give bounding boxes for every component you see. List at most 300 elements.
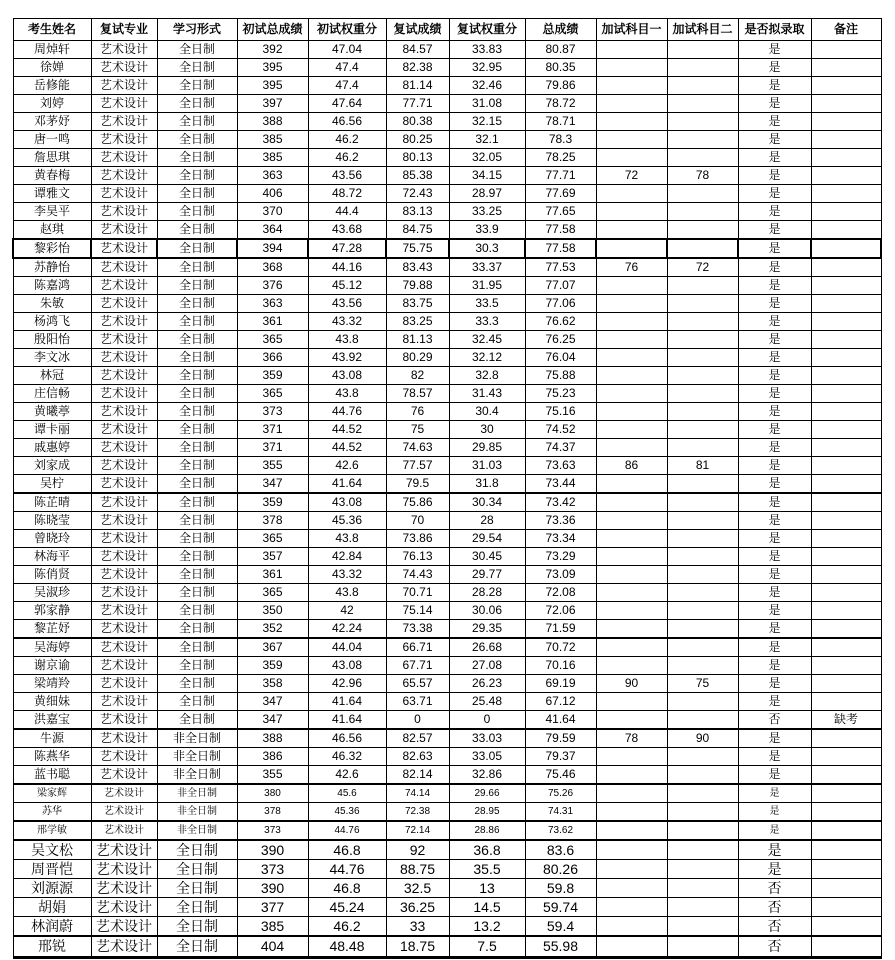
table-cell [667,95,738,113]
table-cell: 41.64 [525,711,596,730]
table-cell [811,638,881,657]
table-cell: 全日制 [157,657,237,675]
table-cell: 是 [738,638,811,657]
table-cell: 31.43 [449,385,525,403]
table-cell: 是 [738,349,811,367]
table-cell: 18.75 [386,936,449,958]
table-cell: 是 [738,675,811,693]
table-cell: 79.5 [386,475,449,494]
table-cell [667,766,738,785]
table-row [13,203,881,221]
table-cell: 390 [237,840,308,860]
table-cell: 艺术设计 [91,331,157,349]
table-cell: 41.64 [308,711,386,730]
table-cell: 394 [237,239,308,258]
table-cell: 艺术设计 [91,295,157,313]
column-header: 总成绩 [525,19,596,41]
table-cell: 是 [738,548,811,566]
table-cell [811,693,881,711]
table-row [13,239,881,258]
table-cell: 殷阳怡 [13,331,91,349]
table-cell: 80.35 [525,59,596,77]
table-cell: 全日制 [157,221,237,240]
table-cell: 368 [237,258,308,277]
table-cell: 杨鸿飞 [13,313,91,331]
table-row [13,475,881,494]
table-body [13,41,881,958]
column-header: 考生姓名 [13,19,91,41]
table-cell: 352 [237,620,308,639]
table-cell: 43.8 [308,584,386,602]
table-cell [596,349,667,367]
table-cell: 80.29 [386,349,449,367]
table-cell: 是 [738,457,811,475]
table-cell: 艺术设计 [91,729,157,748]
table-cell: 32.95 [449,59,525,77]
table-cell: 全日制 [157,185,237,203]
table-cell [811,185,881,203]
table-row [13,439,881,457]
table-cell [811,620,881,639]
table-cell: 377 [237,898,308,917]
table-cell [811,167,881,185]
table-cell: 28.95 [449,803,525,822]
table-cell [667,879,738,898]
table-cell: 艺术设计 [91,879,157,898]
table-row [13,313,881,331]
table-cell [811,840,881,860]
table-cell: 非全日制 [157,748,237,766]
table-cell: 庄信畅 [13,385,91,403]
table-cell: 全日制 [157,95,237,113]
table-cell: 全日制 [157,149,237,167]
table-cell: 是 [738,475,811,494]
table-cell [596,584,667,602]
table-cell [667,784,738,803]
table-cell: 缺考 [811,711,881,730]
table-row [13,803,881,822]
table-cell: 390 [237,879,308,898]
table-cell: 全日制 [157,475,237,494]
table-row [13,493,881,512]
table-cell [811,457,881,475]
table-cell: 全日制 [157,493,237,512]
table-cell: 48.72 [308,185,386,203]
table-cell: 380 [237,784,308,803]
table-cell: 26.68 [449,638,525,657]
table-cell: 74.43 [386,566,449,584]
table-cell: 刘源源 [13,879,91,898]
table-cell: 42.24 [308,620,386,639]
table-cell: 75.26 [525,784,596,803]
table-cell [667,821,738,840]
table-cell: 365 [237,331,308,349]
table-cell [811,657,881,675]
table-cell: 46.56 [308,729,386,748]
table-cell: 46.2 [308,131,386,149]
table-cell: 77.58 [525,239,596,258]
table-cell: 31.95 [449,277,525,295]
table-cell: 357 [237,548,308,566]
table-cell: 30.45 [449,548,525,566]
table-cell: 35.5 [449,860,525,879]
table-cell: 艺术设计 [91,349,157,367]
table-row [13,657,881,675]
table-cell: 是 [738,331,811,349]
table-cell: 全日制 [157,840,237,860]
table-cell: 365 [237,530,308,548]
table-cell: 77.53 [525,258,596,277]
table-cell [667,803,738,822]
table-cell: 47.04 [308,41,386,59]
table-row [13,512,881,530]
table-cell: 是 [738,403,811,421]
table-cell: 48.48 [308,936,386,958]
table-cell [596,313,667,331]
table-row [13,367,881,385]
table-cell: 80.87 [525,41,596,59]
table-cell: 否 [738,898,811,917]
table-cell: 是 [738,203,811,221]
table-row [13,385,881,403]
table-cell: 83.6 [525,840,596,860]
table-cell [811,95,881,113]
column-header: 复试成绩 [386,19,449,41]
table-cell: 艺术设计 [91,784,157,803]
table-cell: 90 [667,729,738,748]
table-cell: 83.13 [386,203,449,221]
table-cell [811,295,881,313]
table-row [13,766,881,785]
table-cell: 78.25 [525,149,596,167]
table-cell [667,711,738,730]
table-cell: 32.5 [386,879,449,898]
table-cell: 33.05 [449,748,525,766]
table-cell: 艺术设计 [91,584,157,602]
table-cell: 戚惠婷 [13,439,91,457]
table-cell: 73.38 [386,620,449,639]
table-cell: 苏华 [13,803,91,822]
table-cell: 是 [738,493,811,512]
table-cell: 胡娟 [13,898,91,917]
table-cell: 32.12 [449,349,525,367]
table-cell: 70 [386,512,449,530]
table-cell: 全日制 [157,512,237,530]
table-cell: 全日制 [157,167,237,185]
table-cell [811,131,881,149]
table-cell: 59.74 [525,898,596,917]
table-cell: 全日制 [157,879,237,898]
table-cell [667,584,738,602]
table-cell: 是 [738,95,811,113]
table-cell: 33.83 [449,41,525,59]
table-cell [667,131,738,149]
table-cell: 355 [237,457,308,475]
table-cell: 406 [237,185,308,203]
table-cell: 全日制 [157,439,237,457]
table-cell: 47.28 [308,239,386,258]
table-cell: 46.2 [308,917,386,937]
table-cell: 42 [308,602,386,620]
table-cell: 373 [237,403,308,421]
table-cell: 31.03 [449,457,525,475]
table-cell: 364 [237,221,308,240]
table-cell: 是 [738,439,811,457]
table-cell [596,620,667,639]
table-cell: 全日制 [157,638,237,657]
table-cell: 82.57 [386,729,449,748]
table-cell: 全日制 [157,548,237,566]
table-cell: 艺术设计 [91,620,157,639]
table-cell [596,693,667,711]
table-cell: 34.15 [449,167,525,185]
table-cell [667,936,738,958]
table-cell: 艺术设计 [91,693,157,711]
results-table [12,18,882,959]
table-cell: 36.8 [449,840,525,860]
table-cell: 是 [738,77,811,95]
table-cell: 否 [738,936,811,958]
table-cell: 全日制 [157,331,237,349]
table-row [13,41,881,59]
table-cell: 28.28 [449,584,525,602]
table-cell: 72.06 [525,602,596,620]
table-cell [596,566,667,584]
table-cell: 44.52 [308,421,386,439]
table-cell: 29.77 [449,566,525,584]
table-cell: 全日制 [157,313,237,331]
table-cell: 75.23 [525,385,596,403]
table-row [13,349,881,367]
table-cell: 43.8 [308,530,386,548]
table-cell: 29.54 [449,530,525,548]
table-cell: 13 [449,879,525,898]
table-cell [667,295,738,313]
table-cell: 32.05 [449,149,525,167]
table-cell: 吴海婷 [13,638,91,657]
table-cell: 83.75 [386,295,449,313]
table-cell: 是 [738,59,811,77]
table-cell: 全日制 [157,295,237,313]
table-cell [596,602,667,620]
table-cell: 黄细妹 [13,693,91,711]
table-cell: 是 [738,748,811,766]
table-cell: 365 [237,584,308,602]
table-cell [811,258,881,277]
column-header: 是否拟录取 [738,19,811,41]
table-cell: 78.71 [525,113,596,131]
table-cell: 44.76 [308,403,386,421]
table-cell: 32.1 [449,131,525,149]
table-cell [667,41,738,59]
table-cell: 艺术设计 [91,860,157,879]
table-cell: 33.5 [449,295,525,313]
table-cell: 77.69 [525,185,596,203]
table-cell: 艺术设计 [91,657,157,675]
table-cell: 43.08 [308,367,386,385]
table-cell: 33.03 [449,729,525,748]
table-cell: 32.86 [449,766,525,785]
table-cell: 347 [237,711,308,730]
table-cell: 86 [596,457,667,475]
table-cell: 全日制 [157,457,237,475]
table-cell: 艺术设计 [91,239,157,258]
table-cell: 艺术设计 [91,457,157,475]
table-cell: 艺术设计 [91,77,157,95]
table-cell [667,349,738,367]
table-cell: 13.2 [449,917,525,937]
table-cell: 全日制 [157,421,237,439]
table-cell: 46.56 [308,113,386,131]
table-cell: 55.98 [525,936,596,958]
table-cell: 45.6 [308,784,386,803]
table-row [13,95,881,113]
table-cell: 81 [667,457,738,475]
table-cell [596,203,667,221]
table-cell: 74.52 [525,421,596,439]
table-cell [811,349,881,367]
table-cell: 44.04 [308,638,386,657]
table-cell [811,403,881,421]
table-cell: 81.14 [386,77,449,95]
table-row [13,295,881,313]
table-cell: 376 [237,277,308,295]
table-cell [811,475,881,494]
table-cell [596,367,667,385]
table-cell [811,512,881,530]
table-cell: 是 [738,313,811,331]
table-cell [811,602,881,620]
table-cell: 朱敏 [13,295,91,313]
table-cell: 唐一鸣 [13,131,91,149]
table-cell: 32.45 [449,331,525,349]
table-cell: 361 [237,313,308,331]
table-cell [811,331,881,349]
table-cell [667,493,738,512]
table-cell [811,149,881,167]
table-cell: 艺术设计 [91,766,157,785]
table-cell: 75.88 [525,367,596,385]
table-cell: 41.64 [308,475,386,494]
table-cell [667,313,738,331]
table-cell: 74.37 [525,439,596,457]
table-cell [811,917,881,937]
table-cell: 78.72 [525,95,596,113]
table-cell [596,113,667,131]
table-cell: 艺术设计 [91,439,157,457]
table-cell: 艺术设计 [91,936,157,958]
table-cell: 32.46 [449,77,525,95]
table-cell: 黎芷妤 [13,620,91,639]
table-cell: 是 [738,221,811,240]
table-cell: 75 [386,421,449,439]
table-cell [596,295,667,313]
table-cell: 29.66 [449,784,525,803]
table-cell [596,840,667,860]
table-cell: 艺术设计 [91,548,157,566]
table-cell [667,113,738,131]
table-cell [811,566,881,584]
table-cell: 31.08 [449,95,525,113]
table-cell: 黄春梅 [13,167,91,185]
table-cell: 77.65 [525,203,596,221]
table-cell: 陈燕华 [13,748,91,766]
table-cell [811,439,881,457]
table-cell: 艺术设计 [91,821,157,840]
table-cell: 73.62 [525,821,596,840]
table-cell: 361 [237,566,308,584]
table-cell: 全日制 [157,203,237,221]
table-cell: 70.72 [525,638,596,657]
column-header: 复试权重分 [449,19,525,41]
table-cell: 72 [667,258,738,277]
table-cell: 359 [237,657,308,675]
header-row [13,19,881,41]
table-cell: 是 [738,367,811,385]
table-cell: 73.34 [525,530,596,548]
table-cell [667,638,738,657]
table-cell [596,331,667,349]
table-cell: 全日制 [157,41,237,59]
table-cell: 14.5 [449,898,525,917]
table-cell: 80.38 [386,113,449,131]
table-cell: 75.86 [386,493,449,512]
table-cell: 是 [738,657,811,675]
table-cell: 全日制 [157,239,237,258]
table-cell [811,530,881,548]
table-cell: 46.2 [308,149,386,167]
table-cell: 艺术设计 [91,917,157,937]
table-row [13,879,881,898]
table-cell: 359 [237,367,308,385]
table-cell [667,221,738,240]
table-cell: 是 [738,113,811,131]
table-cell [596,385,667,403]
table-cell: 25.48 [449,693,525,711]
table-cell [667,385,738,403]
table-cell: 33.9 [449,221,525,240]
table-cell: 全日制 [157,349,237,367]
table-cell: 陈晓莹 [13,512,91,530]
table-cell: 邓茅妤 [13,113,91,131]
table-cell: 44.52 [308,439,386,457]
table-cell: 33.37 [449,258,525,277]
table-cell: 是 [738,421,811,439]
table-cell: 77.57 [386,457,449,475]
table-cell: 艺术设计 [91,385,157,403]
table-cell: 36.25 [386,898,449,917]
table-cell [596,917,667,937]
table-cell: 385 [237,149,308,167]
admission-results-sheet [12,18,882,959]
table-cell: 周焯轩 [13,41,91,59]
table-row [13,638,881,657]
table-cell: 30.34 [449,493,525,512]
table-cell: 43.32 [308,313,386,331]
table-cell: 76.62 [525,313,596,331]
column-header: 加试科目一 [596,19,667,41]
table-cell [667,657,738,675]
table-row [13,860,881,879]
table-cell: 赵琪 [13,221,91,240]
table-cell: 艺术设计 [91,493,157,512]
table-cell: 全日制 [157,917,237,937]
table-row [13,898,881,917]
table-cell [667,331,738,349]
table-cell: 74.14 [386,784,449,803]
table-cell [596,512,667,530]
table-cell: 33.25 [449,203,525,221]
